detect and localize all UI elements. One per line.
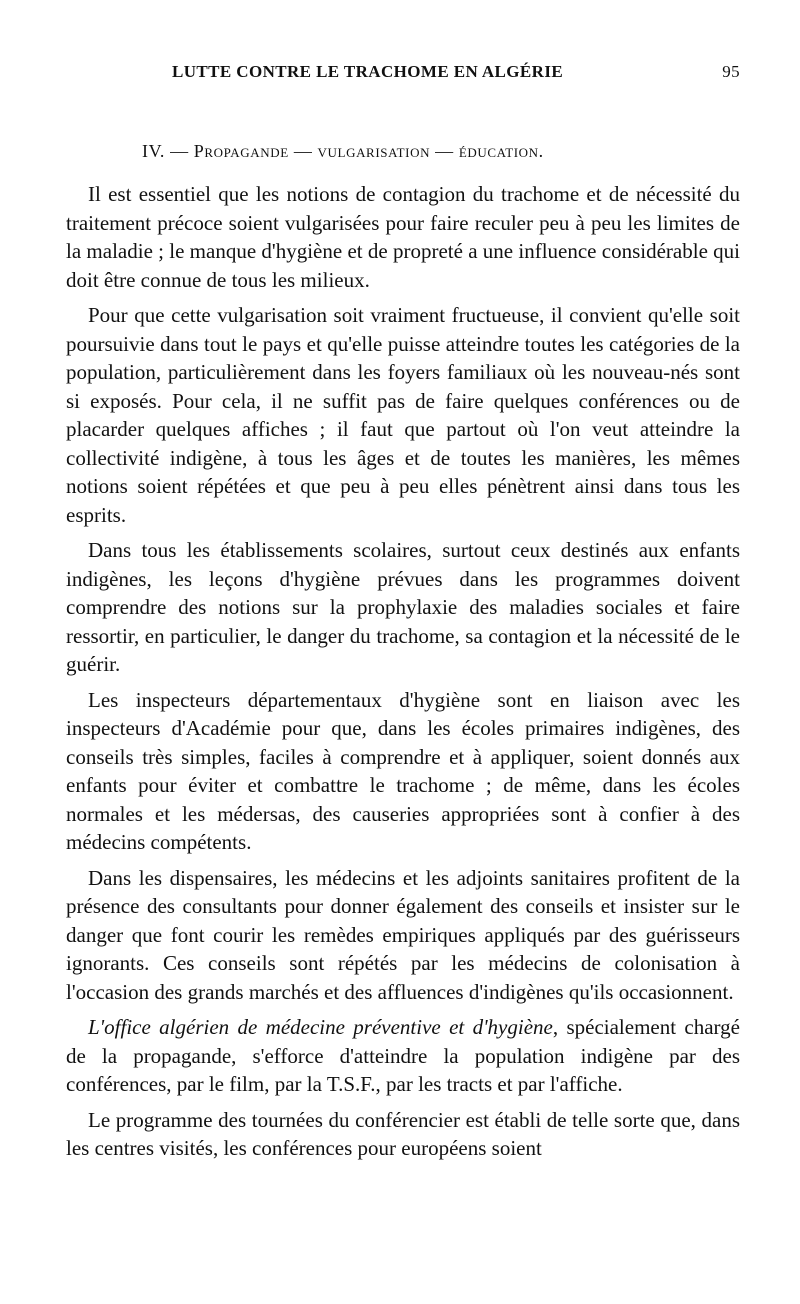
page-number: 95	[722, 62, 740, 81]
paragraph-5: Dans les dispensaires, les médecins et les adjoints sanitaires profitent de la présence des consultants pour donner également des conseils et insister sur le danger que font courir les remèdes empiriques appliqués par des guérisseurs ignorants. Ces conseils sont répétés par les médecins de colonisation à l'occasion des grands marchés et des affluences d'indigènes qu'ils occasionnent.	[66, 865, 740, 1004]
paragraph-6-text: , spécialement chargé de la propagande, s'efforce d'atteindre la population indigène par des conférences, par le film, par la T.S.F., par les tracts et par l'affiche.	[66, 1015, 740, 1096]
paragraph-3: Dans tous les établissements scolaires, surtout ceux destinés aux enfants indigènes, les leçons d'hygiène prévues dans les programmes doivent comprendre des notions sur la prophylaxie des maladies sociales et faire ressortir, en particulier, le danger du trachome, sa contagion et la nécessité de le guérir.	[66, 538, 740, 676]
running-title: LUTTE CONTRE LE TRACHOME EN ALGÉRIE	[172, 62, 564, 81]
section-heading: IV. — Propagande — vulgarisation — éducation.	[142, 141, 544, 161]
body-text	[66, 180, 740, 1163]
paragraph-7: Le programme des tournées du conférencier est établi de telle sorte que, dans les centres visités, les conférences pour européens soient	[66, 1107, 740, 1160]
paragraph-1: Il est essentiel que les notions de contagion du trachome et de nécessité du traitement précoce soient vulgarisées pour faire reculer peu à peu les limites de la maladie ; le manque d'hygiène et de propreté a une influence considérable qui doit être connue de tous les milieux.	[66, 182, 740, 292]
paragraph-6-italic-lead: L'office algérien de médecine préventive et d'hygiène	[88, 1015, 553, 1039]
running-head	[66, 62, 740, 92]
paragraph-6	[66, 1013, 740, 1099]
paragraph-2: Pour que cette vulgarisation soit vraiment fructueuse, il convient qu'elle soit poursuivie dans tout le pays et qu'elle puisse atteindre toutes les catégories de la population, particulièrement dans les foyers familiaux où les nouveau-nés sont si exposés. Pour cela, il ne suffit pas de faire quelques conférences ou de placarder quelques affiches ; il faut que partout où l'on veut atteindre la collectivité indigène, à tous les âges et de toutes les manières, les mêmes notions soient répétées et que peu à peu elles pénètrent ainsi dans tous les esprits.	[66, 303, 740, 527]
document-page	[66, 62, 740, 1170]
paragraph-4: Les inspecteurs départementaux d'hygiène sont en liaison avec les inspecteurs d'Académie pour que, dans les écoles primaires indigènes, des conseils très simples, faciles à comprendre et à appliquer, soient donnés aux enfants pour éviter et combattre le trachome ; de même, dans les écoles normales et les médersas, des causeries appropriées sont à confier à des médecins compétents.	[66, 687, 740, 854]
